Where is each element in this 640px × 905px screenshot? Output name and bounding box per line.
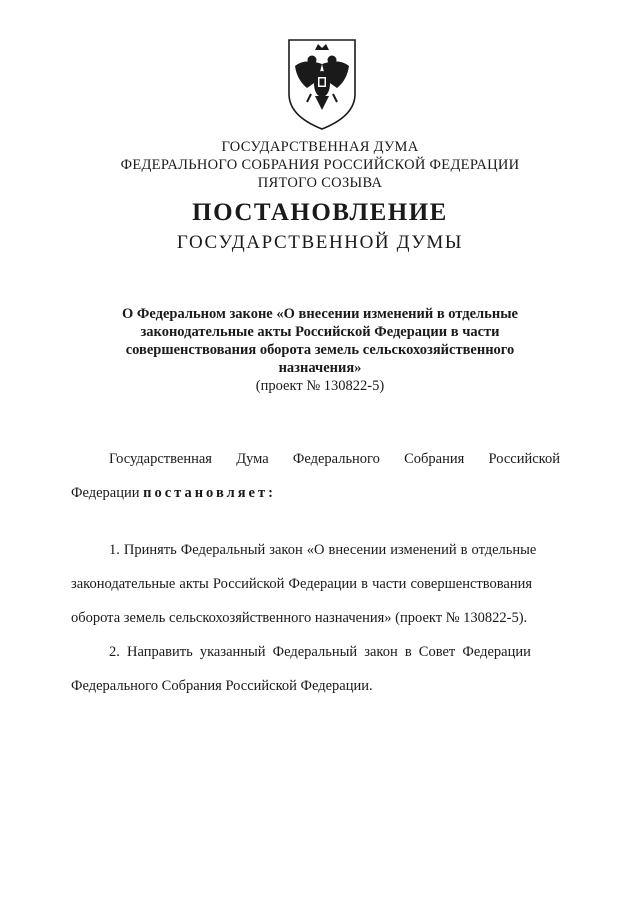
subject-line: О Федеральном законе «О внесении изменений в отдельные [122,306,518,322]
preamble-start: Федерации [71,485,144,501]
preamble-line-1 [109,450,560,468]
item-2-line-1: 2. Направить указанный Федеральный закон в Совет Федерации [109,644,531,660]
subject-line: совершенствования оборота земель сельскохозяйственного [125,342,515,358]
subject-line: законодательные акты Российской Федерации в части [140,324,500,340]
preamble-resolves: постановляет: [143,485,276,501]
document-issuer-title: ГОСУДАРСТВЕННОЙ ДУМЫ [176,232,464,253]
preamble-line-2 [71,484,560,502]
item-1-line-3: оборота земель сельскохозяйственного назначения» (проект № 130822-5). [71,610,528,626]
header-line-1: ГОСУДАРСТВЕННАЯ ДУМА [221,139,419,155]
item-1-line-1: 1. Принять Федеральный закон «О внесении изменений в отдельные [109,542,537,558]
preamble-word: Собрания [404,451,465,467]
preamble-word: Дума [236,451,269,467]
coat-of-arms-emblem [285,36,359,132]
preamble-word: Российской [488,451,560,467]
document-type-title: ПОСТАНОВЛЕНИЕ [192,199,448,226]
subject-line: назначения» [278,360,362,376]
header-line-2: ФЕДЕРАЛЬНОГО СОБРАНИЯ РОССИЙСКОЙ ФЕДЕРАЦИИ [120,157,520,173]
preamble-word: Государственная [109,451,212,467]
header-line-3: ПЯТОГО СОЗЫВА [257,175,383,191]
item-1-line-2: законодательные акты Российской Федерации в части совершенствования [71,576,533,592]
item-2-line-2: Федерального Собрания Российской Федерации. [71,678,373,694]
subject-project-number: (проект № 130822-5) [255,378,385,394]
preamble-word: Федерального [292,451,380,467]
